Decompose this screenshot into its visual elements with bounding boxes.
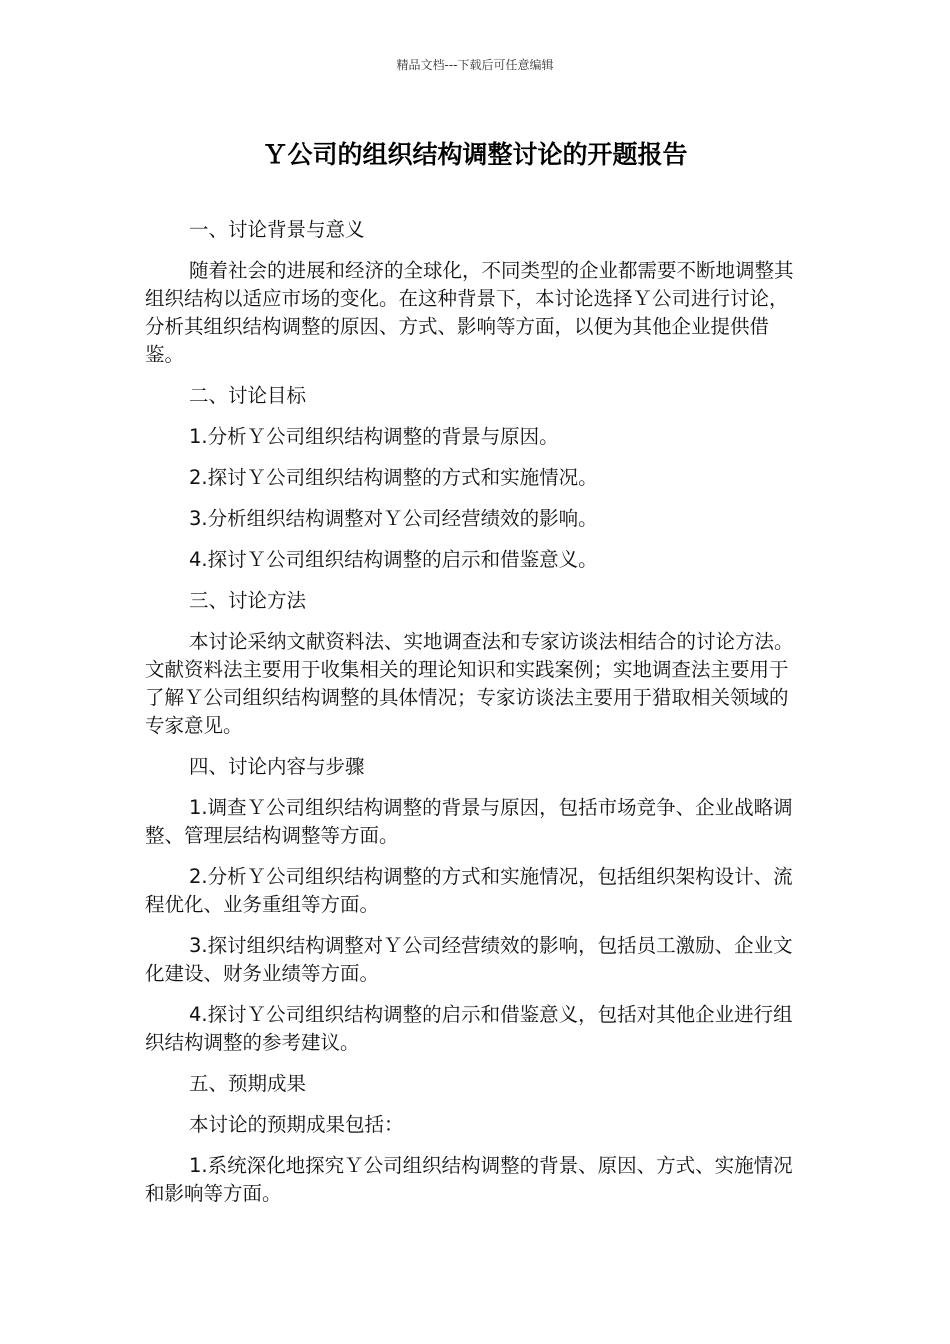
paragraph-methods: 本讨论采纳文献资料法、实地调查法和专家访谈法相结合的讨论方法。文献资料法主要用于收集相关的理论知识和实践案例；实地调查法主要用于了解Ｙ公司组织结构调整的具体情况；专家访谈法主要用于猎取相关领域的专家意见。 (145, 630, 794, 737)
section-heading-methods: 三、讨论方法 (189, 589, 307, 612)
section-heading-background: 一、讨论背景与意义 (189, 218, 365, 241)
goal-item-2: 2.探讨Ｙ公司组织结构调整的方式和实施情况。 (189, 466, 598, 489)
content-item-4: 4.探讨Ｙ公司组织结构调整的启示和借鉴意义，包括对其他企业进行组织结构调整的参考建议。 (145, 1003, 793, 1054)
header-note: 精品文档---下载后可任意编辑 (396, 58, 554, 72)
section-heading-content-steps: 四、讨论内容与步骤 (189, 755, 365, 778)
goal-item-3: 3.分析组织结构调整对Ｙ公司经营绩效的影响。 (189, 507, 598, 530)
content-item-2: 2.分析Ｙ公司组织结构调整的方式和实施情况，包括组织架构设计、流程优化、业务重组等方面。 (145, 865, 793, 916)
document-body (145, 216, 795, 1221)
goal-item-1: 1.分析Ｙ公司组织结构调整的背景与原因。 (189, 425, 559, 448)
expected-item-1: 1.系统深化地探究Ｙ公司组织结构调整的背景、原因、方式、实施情况和影响等方面。 (145, 1154, 793, 1205)
section-heading-expected-results: 五、预期成果 (189, 1072, 307, 1095)
paragraph-expected-intro: 本讨论的预期成果包括： (189, 1113, 404, 1136)
goal-item-4: 4.探讨Ｙ公司组织结构调整的启示和借鉴意义。 (189, 548, 598, 571)
content-item-1: 1.调查Ｙ公司组织结构调整的背景与原因，包括市场竞争、企业战略调整、管理层结构调整等方面。 (145, 796, 793, 847)
paragraph-background: 随着社会的进展和经济的全球化，不同类型的企业都需要不断地调整其组织结构以适应市场的变化。在这种背景下，本讨论选择Ｙ公司进行讨论，分析其组织结构调整的原因、方式、影响等方面，以便为其他企业提供借鉴。 (145, 259, 794, 366)
content-item-3: 3.探讨组织结构调整对Ｙ公司经营绩效的影响，包括员工激励、企业文化建设、财务业绩等方面。 (145, 934, 793, 985)
document-title: Ｙ公司的组织结构调整讨论的开题报告 (262, 140, 688, 169)
section-heading-goals: 二、讨论目标 (189, 384, 307, 407)
